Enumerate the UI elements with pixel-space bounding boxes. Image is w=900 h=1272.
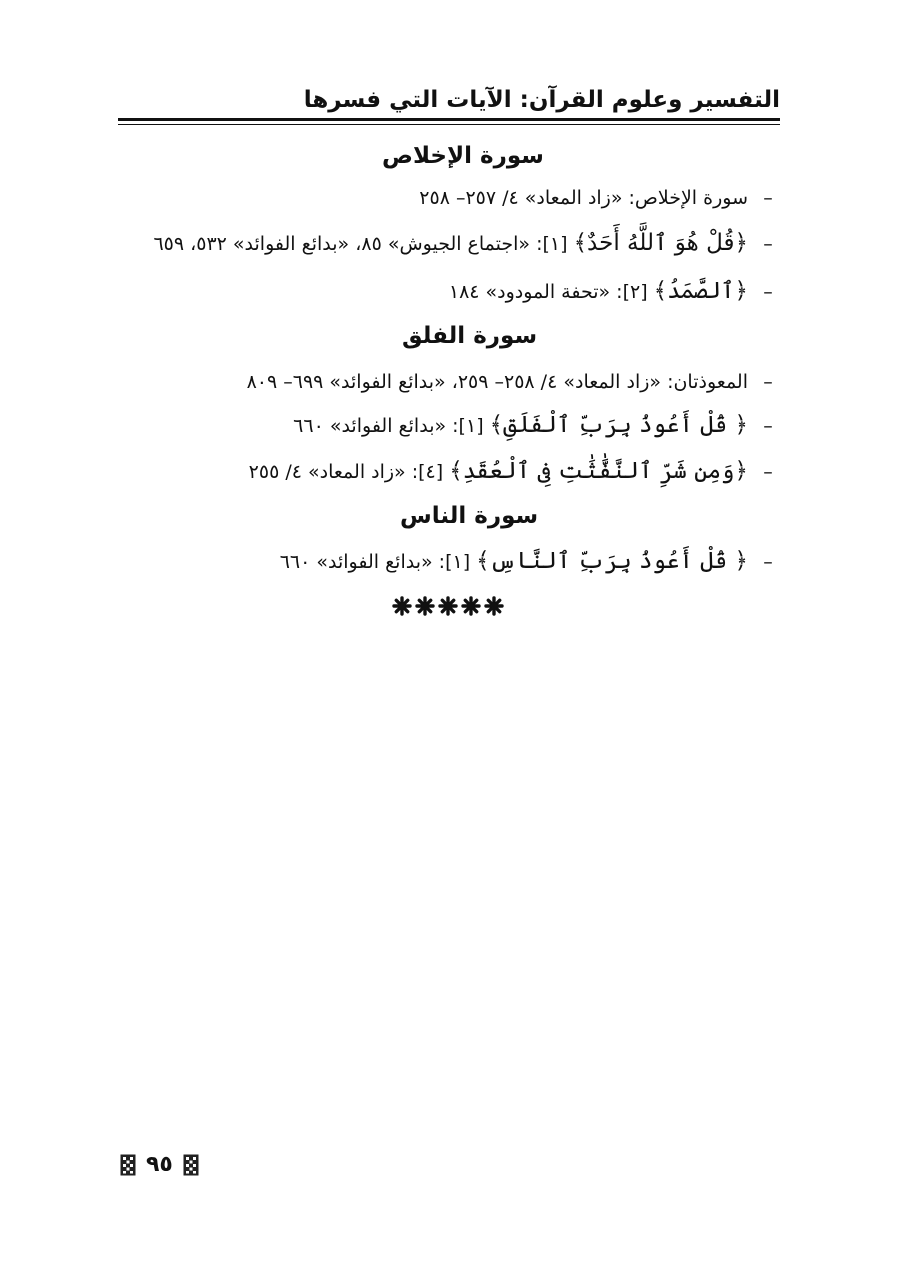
entry-dash: – <box>763 233 773 255</box>
header-rule-thin <box>118 124 780 125</box>
ornament-square-icon <box>120 1154 136 1176</box>
asterisk-flower-icon <box>484 596 504 616</box>
index-entry <box>138 454 778 489</box>
index-entry <box>138 226 778 261</box>
index-entry <box>138 408 778 443</box>
entry-verse: ﴿وَمِن شَرِّ ٱلنَّفَّٰثَٰتِ فِى ٱلْعُقَدِ﴾ <box>449 458 748 484</box>
sura-title-nas: سورة الناس <box>400 503 539 529</box>
entry-dash: – <box>763 461 773 483</box>
entry-reference: [١]: «اجتماع الجيوش» ٨٥، «بدائع الفوائد» ٥٣٢، ٦٥٩ <box>153 233 574 255</box>
asterisk-flower-icon <box>392 596 412 616</box>
entry-reference: [٢]: «تحفة المودود» ١٨٤ <box>448 281 654 303</box>
index-entry <box>138 364 778 399</box>
ornament-square-icon <box>183 1154 199 1176</box>
entry-dash: – <box>763 371 773 393</box>
entry-dash: – <box>763 281 773 303</box>
page-number: ٩٥ <box>146 1152 173 1177</box>
page-footer <box>120 1150 199 1180</box>
entry-verse: ﴿قُلْ هُوَ ٱللَّهُ أَحَدٌ﴾ <box>573 230 748 256</box>
entry-reference: المعوذتان: «زاد المعاد» ٤/ ٢٥٨– ٢٥٩، «بدائع الفوائد» ٦٩٩– ٨٠٩ <box>246 371 748 393</box>
header-rule-thick <box>118 118 780 121</box>
entry-dash: – <box>763 415 773 437</box>
entry-dash: – <box>763 187 773 209</box>
entry-verse: ﴿ قُلْ أَعُوذُ بِرَبِّ ٱلنَّاسِ﴾ <box>476 548 748 574</box>
entry-verse: ﴿ قُلْ أَعُوذُ بِرَبِّ ٱلْفَلَقِ﴾ <box>489 412 748 438</box>
entry-dash: – <box>763 551 773 573</box>
entry-reference: [٤]: «زاد المعاد» ٤/ ٢٥٥ <box>248 461 450 483</box>
sura-title-falaq: سورة الفلق <box>402 323 538 349</box>
index-entry <box>138 180 778 215</box>
index-entry <box>138 544 778 579</box>
entry-verse: ﴿ٱلصَّمَدُ﴾ <box>653 278 748 304</box>
section-separator <box>392 592 504 620</box>
asterisk-flower-icon <box>461 596 481 616</box>
asterisk-flower-icon <box>438 596 458 616</box>
entry-reference: سورة الإخلاص: «زاد المعاد» ٤/ ٢٥٧– ٢٥٨ <box>419 187 748 209</box>
running-head: التفسير وعلوم القرآن: الآيات التي فسرها <box>303 87 780 113</box>
index-entry <box>138 274 778 309</box>
entry-reference: [١]: «بدائع الفوائد» ٦٦٠ <box>293 415 490 437</box>
asterisk-flower-icon <box>415 596 435 616</box>
entry-reference: [١]: «بدائع الفوائد» ٦٦٠ <box>279 551 477 573</box>
sura-title-ikhlas: سورة الإخلاص <box>382 143 544 169</box>
